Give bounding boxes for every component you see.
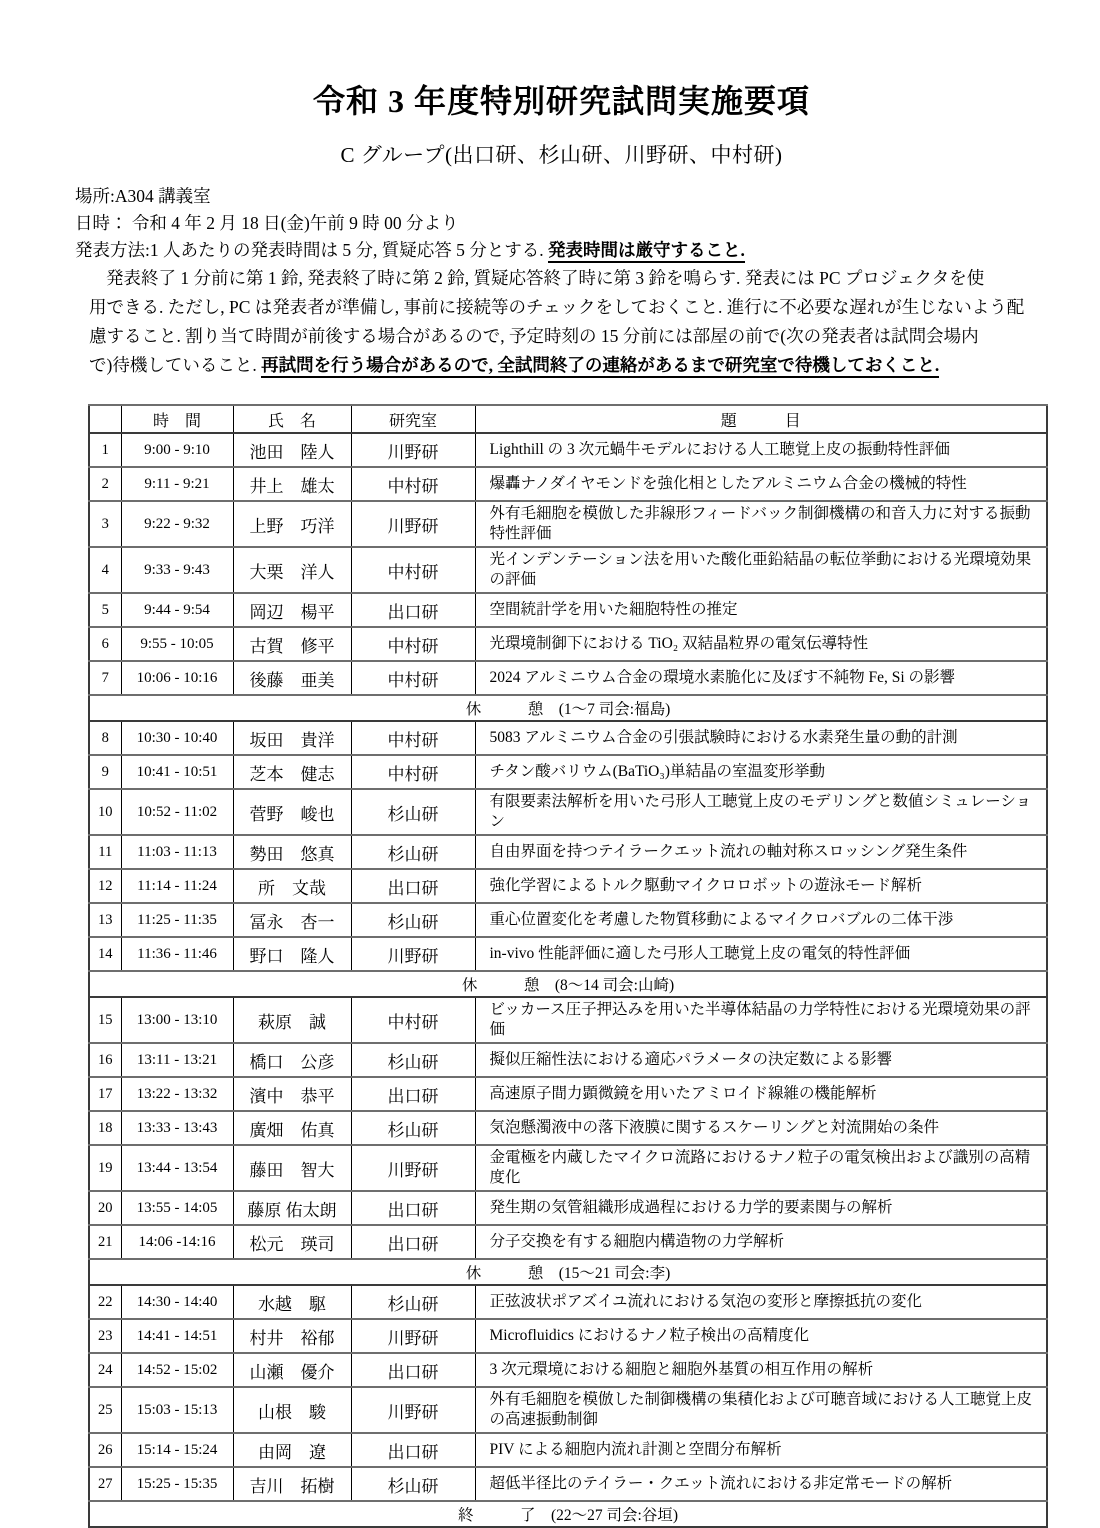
cell-lab: 杉山研 [351, 789, 475, 835]
cell-lab: 出口研 [351, 1433, 475, 1467]
method-prefix: 発表方法:1 人あたりの発表時間は 5 分, 質疑応答 5 分とする. [75, 240, 548, 260]
notes-line-4 [89, 351, 1048, 380]
cell-time: 9:33 - 9:43 [121, 547, 233, 593]
cell-lab: 川野研 [351, 1145, 475, 1191]
break-label: 休 憩 (15〜21 司会:李) [89, 1259, 1047, 1285]
cell-no: 13 [89, 903, 121, 937]
cell-time: 15:03 - 15:13 [121, 1387, 233, 1433]
header-no [89, 405, 121, 433]
cell-lab: 中村研 [351, 721, 475, 755]
notes-line-4-prefix: で)待機していること. [89, 355, 262, 375]
cell-title: 高速原子間力顕微鏡を用いたアミロイド線維の機能解析 [475, 1077, 1047, 1111]
table-row [89, 721, 1047, 755]
cell-title: 超低半径比のテイラー・クエット流れにおける非定常モードの解析 [475, 1467, 1047, 1501]
cell-title: 5083 アルミニウム合金の引張試験時における水素発生量の動的計測 [475, 721, 1047, 755]
cell-title: Lighthill の 3 次元蝸牛モデルにおける人工聴覚上皮の振動特性評価 [475, 433, 1047, 467]
break-row [89, 971, 1047, 997]
cell-time: 9:00 - 9:10 [121, 433, 233, 467]
cell-time: 13:55 - 14:05 [121, 1191, 233, 1225]
cell-time: 11:03 - 11:13 [121, 835, 233, 869]
cell-no: 8 [89, 721, 121, 755]
table-row [89, 1319, 1047, 1353]
cell-no: 23 [89, 1319, 121, 1353]
cell-title: 強化学習によるトルク駆動マイクロロボットの遊泳モード解析 [475, 869, 1047, 903]
cell-name: 野口 隆人 [233, 937, 351, 971]
cell-title: 有限要素法解析を用いた弓形人工聴覚上皮のモデリングと数値シミュレーション [475, 789, 1047, 835]
cell-time: 10:30 - 10:40 [121, 721, 233, 755]
cell-lab: 川野研 [351, 937, 475, 971]
table-row [89, 1467, 1047, 1501]
table-row [89, 835, 1047, 869]
notes-line-3: 慮すること. 割り当て時間が前後する場合があるので, 予定時刻の 15 分前には部屋の前で(次の発表者は試問会場内 [89, 326, 979, 346]
cell-no: 20 [89, 1191, 121, 1225]
cell-title: 分子交換を有する細胞内構造物の力学解析 [475, 1225, 1047, 1259]
table-row [89, 755, 1047, 789]
cell-lab: 中村研 [351, 661, 475, 695]
header-time: 時 間 [121, 405, 233, 433]
cell-title: in-vivo 性能評価に適した弓形人工聴覚上皮の電気的特性評価 [475, 937, 1047, 971]
break-row [89, 1501, 1047, 1527]
cell-time: 13:22 - 13:32 [121, 1077, 233, 1111]
table-row [89, 1191, 1047, 1225]
cell-title: 重心位置変化を考慮した物質移動によるマイクロバブルの二体干渉 [475, 903, 1047, 937]
cell-time: 13:11 - 13:21 [121, 1043, 233, 1077]
cell-no: 14 [89, 937, 121, 971]
location-line: 場所:A304 講義室 [75, 186, 211, 206]
cell-no: 9 [89, 755, 121, 789]
cell-lab: 出口研 [351, 1353, 475, 1387]
cell-lab: 中村研 [351, 755, 475, 789]
cell-time: 11:14 - 11:24 [121, 869, 233, 903]
cell-name: 山瀬 優介 [233, 1353, 351, 1387]
cell-name: 廣畑 佑真 [233, 1111, 351, 1145]
cell-time: 9:22 - 9:32 [121, 501, 233, 547]
cell-no: 18 [89, 1111, 121, 1145]
table-row [89, 997, 1047, 1043]
cell-title: 自由界面を持つテイラークエット流れの軸対称スロッシング発生条件 [475, 835, 1047, 869]
notes-line-2: 用できる. ただし, PC は発表者が準備し, 事前に接続等のチェックをしておくこと. 進行に不必要な遅れが生じないよう配 [89, 297, 1025, 317]
cell-title: 発生期の気管組織形成過程における力学的要素関与の解析 [475, 1191, 1047, 1225]
cell-lab: 杉山研 [351, 1467, 475, 1501]
header-title: 題 目 [475, 405, 1047, 433]
cell-lab: 川野研 [351, 433, 475, 467]
cell-name: 水越 駆 [233, 1285, 351, 1319]
cell-name: 濱中 恭平 [233, 1077, 351, 1111]
cell-no: 16 [89, 1043, 121, 1077]
schedule-table-wrap [88, 404, 1048, 1528]
table-row [89, 1043, 1047, 1077]
table-row [89, 1145, 1047, 1191]
cell-title: 2024 アルミニウム合金の環境水素脆化に及ぼす不純物 Fe, Si の影響 [475, 661, 1047, 695]
table-row [89, 1353, 1047, 1387]
table-row [89, 1111, 1047, 1145]
table-row [89, 1433, 1047, 1467]
cell-title: 外有毛細胞を模倣した制御機構の集積化および可聴音域における人工聴覚上皮の高速振動制御 [475, 1387, 1047, 1433]
cell-name: 芝本 健志 [233, 755, 351, 789]
cell-time: 10:52 - 11:02 [121, 789, 233, 835]
cell-no: 22 [89, 1285, 121, 1319]
table-row [89, 467, 1047, 501]
cell-lab: 出口研 [351, 1191, 475, 1225]
cell-time: 10:06 - 10:16 [121, 661, 233, 695]
table-row [89, 903, 1047, 937]
info-block [75, 183, 1048, 380]
cell-name: 橋口 公彦 [233, 1043, 351, 1077]
table-row [89, 593, 1047, 627]
cell-lab: 川野研 [351, 501, 475, 547]
cell-time: 13:00 - 13:10 [121, 997, 233, 1043]
notes-line-1: 発表終了 1 分前に第 1 鈴, 発表終了時に第 2 鈴, 質疑応答終了時に第 3 鈴を鳴らす. 発表には PC プロジェクタを使 [106, 268, 985, 288]
cell-name: 所 文哉 [233, 869, 351, 903]
cell-time: 14:41 - 14:51 [121, 1319, 233, 1353]
cell-title: 金電極を内蔵したマイクロ流路におけるナノ粒子の電気検出および識別の高精度化 [475, 1145, 1047, 1191]
cell-no: 10 [89, 789, 121, 835]
header-name: 氏 名 [233, 405, 351, 433]
cell-title: 3 次元環境における細胞と細胞外基質の相互作用の解析 [475, 1353, 1047, 1387]
cell-no: 21 [89, 1225, 121, 1259]
schedule-table [88, 404, 1048, 1528]
cell-time: 11:25 - 11:35 [121, 903, 233, 937]
page-title: 令和 3 年度特別研究試問実施要項 [312, 83, 810, 119]
table-row [89, 1077, 1047, 1111]
cell-lab: 中村研 [351, 627, 475, 661]
cell-time: 11:36 - 11:46 [121, 937, 233, 971]
cell-time: 13:33 - 13:43 [121, 1111, 233, 1145]
cell-lab: 川野研 [351, 1319, 475, 1353]
cell-no: 19 [89, 1145, 121, 1191]
cell-name: 藤田 智大 [233, 1145, 351, 1191]
cell-title: ビッカース圧子押込みを用いた半導体結晶の力学特性における光環境効果の評価 [475, 997, 1047, 1043]
cell-title: 光インデンテーション法を用いた酸化亜鉛結晶の転位挙動における光環境効果の評価 [475, 547, 1047, 593]
cell-no: 15 [89, 997, 121, 1043]
cell-title: チタン酸バリウム(BaTiO₃)単結晶の室温変形挙動 [475, 755, 1047, 789]
cell-time: 15:14 - 15:24 [121, 1433, 233, 1467]
break-row [89, 1259, 1047, 1285]
cell-time: 14:52 - 15:02 [121, 1353, 233, 1387]
table-row [89, 789, 1047, 835]
cell-no: 7 [89, 661, 121, 695]
table-row [89, 627, 1047, 661]
cell-time: 15:25 - 15:35 [121, 1467, 233, 1501]
cell-name: 勢田 悠真 [233, 835, 351, 869]
cell-title: 気泡懸濁液中の落下液膜に関するスケーリングと対流開始の条件 [475, 1111, 1047, 1145]
cell-lab: 出口研 [351, 869, 475, 903]
method-emphasis: 発表時間は厳守すること. [548, 240, 745, 263]
cell-no: 3 [89, 501, 121, 547]
cell-title: PIV による細胞内流れ計測と空間分布解析 [475, 1433, 1047, 1467]
cell-no: 5 [89, 593, 121, 627]
cell-name: 菅野 峻也 [233, 789, 351, 835]
cell-time: 13:44 - 13:54 [121, 1145, 233, 1191]
group-subtitle: C グループ(出口研、杉山研、川野研、中村研) [340, 143, 783, 167]
cell-time: 10:41 - 10:51 [121, 755, 233, 789]
table-row [89, 547, 1047, 593]
cell-name: 岡辺 楊平 [233, 593, 351, 627]
cell-lab: 杉山研 [351, 1285, 475, 1319]
cell-lab: 中村研 [351, 547, 475, 593]
table-row [89, 433, 1047, 467]
table-row [89, 937, 1047, 971]
cell-title: 外有毛細胞を模倣した非線形フィードバック制御機構の和音入力に対する振動特性評価 [475, 501, 1047, 547]
cell-no: 2 [89, 467, 121, 501]
datetime-line: 日時： 令和 4 年 2 月 18 日(金)午前 9 時 00 分より [75, 213, 459, 233]
break-row [89, 695, 1047, 721]
cell-no: 4 [89, 547, 121, 593]
method-line [75, 237, 1048, 264]
cell-name: 池田 陸人 [233, 433, 351, 467]
cell-no: 1 [89, 433, 121, 467]
cell-name: 坂田 貴洋 [233, 721, 351, 755]
cell-name: 村井 裕郁 [233, 1319, 351, 1353]
notes-line-4-emphasis: 再試問を行う場合があるので, 全試問終了の連絡があるまで研究室で待機しておくこと. [261, 355, 939, 378]
cell-title: 擬似圧縮性法における適応パラメータの決定数による影響 [475, 1043, 1047, 1077]
cell-name: 吉川 拓樹 [233, 1467, 351, 1501]
cell-lab: 杉山研 [351, 1043, 475, 1077]
table-row [89, 1225, 1047, 1259]
cell-name: 山根 駿 [233, 1387, 351, 1433]
cell-title: 爆轟ナノダイヤモンドを強化相としたアルミニウム合金の機械的特性 [475, 467, 1047, 501]
cell-no: 25 [89, 1387, 121, 1433]
table-row [89, 869, 1047, 903]
cell-time: 14:30 - 14:40 [121, 1285, 233, 1319]
schedule-table-body [89, 433, 1047, 1527]
notes-block [89, 264, 1048, 380]
cell-lab: 出口研 [351, 1077, 475, 1111]
cell-lab: 杉山研 [351, 1111, 475, 1145]
header-lab: 研究室 [351, 405, 475, 433]
cell-time: 14:06 -14:16 [121, 1225, 233, 1259]
cell-lab: 川野研 [351, 1387, 475, 1433]
cell-no: 6 [89, 627, 121, 661]
cell-name: 冨永 杏一 [233, 903, 351, 937]
cell-name: 後藤 亜美 [233, 661, 351, 695]
cell-time: 9:44 - 9:54 [121, 593, 233, 627]
table-header-row [89, 405, 1047, 433]
table-row [89, 661, 1047, 695]
cell-name: 古賀 修平 [233, 627, 351, 661]
cell-lab: 杉山研 [351, 835, 475, 869]
cell-name: 由岡 遼 [233, 1433, 351, 1467]
table-row [89, 501, 1047, 547]
cell-name: 藤原 佑太朗 [233, 1191, 351, 1225]
cell-name: 井上 雄太 [233, 467, 351, 501]
cell-name: 松元 瑛司 [233, 1225, 351, 1259]
cell-no: 26 [89, 1433, 121, 1467]
cell-title: 光環境制御下における TiO₂ 双結晶粒界の電気伝導特性 [475, 627, 1047, 661]
cell-name: 大栗 洋人 [233, 547, 351, 593]
break-label: 終 了 (22〜27 司会:谷垣) [89, 1501, 1047, 1527]
cell-no: 27 [89, 1467, 121, 1501]
cell-title: 空間統計学を用いた細胞特性の推定 [475, 593, 1047, 627]
cell-name: 上野 巧洋 [233, 501, 351, 547]
cell-lab: 出口研 [351, 593, 475, 627]
cell-time: 9:55 - 10:05 [121, 627, 233, 661]
cell-lab: 出口研 [351, 1225, 475, 1259]
cell-no: 17 [89, 1077, 121, 1111]
break-label: 休 憩 (1〜7 司会:福島) [89, 695, 1047, 721]
cell-no: 12 [89, 869, 121, 903]
cell-lab: 中村研 [351, 997, 475, 1043]
cell-no: 24 [89, 1353, 121, 1387]
cell-time: 9:11 - 9:21 [121, 467, 233, 501]
table-row [89, 1387, 1047, 1433]
cell-lab: 杉山研 [351, 903, 475, 937]
cell-no: 11 [89, 835, 121, 869]
cell-title: Microfluidics におけるナノ粒子検出の高精度化 [475, 1319, 1047, 1353]
cell-title: 正弦波状ポアズイユ流れにおける気泡の変形と摩擦抵抗の変化 [475, 1285, 1047, 1319]
cell-lab: 中村研 [351, 467, 475, 501]
break-label: 休 憩 (8〜14 司会:山崎) [89, 971, 1047, 997]
cell-name: 萩原 誠 [233, 997, 351, 1043]
table-row [89, 1285, 1047, 1319]
